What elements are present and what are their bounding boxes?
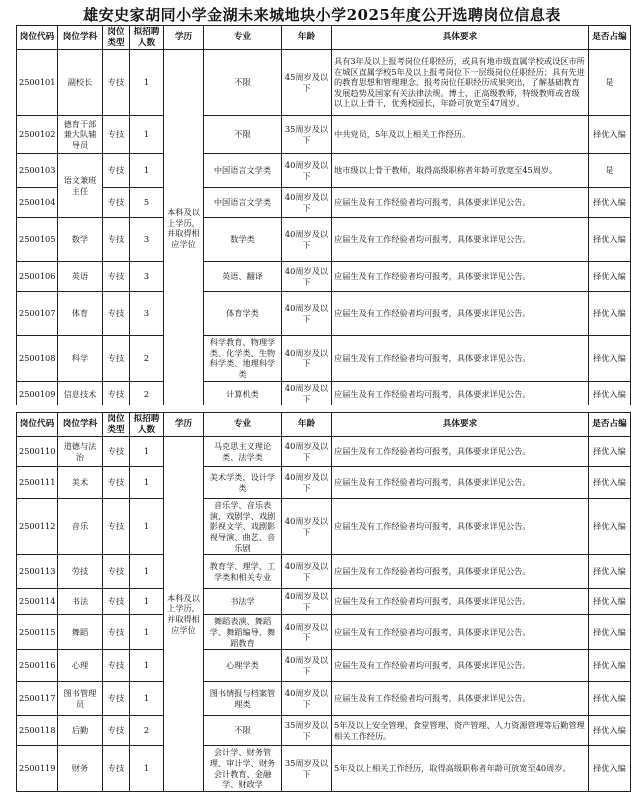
cell-code: 2500118 bbox=[17, 716, 58, 746]
cell-count: 1 bbox=[130, 615, 164, 650]
cell-major: 数学类 bbox=[204, 218, 282, 262]
cell-quota: 择优入编 bbox=[589, 555, 631, 589]
header-type: 岗位类型 bbox=[103, 26, 130, 50]
cell-quota: 择优入编 bbox=[589, 188, 631, 218]
cell-requirement: 应届生及有工作经验者均可报考，具体要求详见公告。 bbox=[332, 589, 589, 615]
cell-major: 图书情报与档案管理类 bbox=[204, 682, 282, 716]
cell-type: 专技 bbox=[103, 218, 130, 262]
table-row bbox=[17, 682, 631, 716]
positions-table-2 bbox=[16, 412, 631, 792]
cell-quota: 择优入编 bbox=[589, 292, 631, 336]
cell-quota: 择优入编 bbox=[589, 262, 631, 292]
cell-major: 教育学、理学、工学类和相关专业 bbox=[204, 555, 282, 589]
header-edu: 学历 bbox=[164, 26, 204, 50]
cell-major: 马克思主义理论类、法学类 bbox=[204, 437, 282, 467]
table-row bbox=[17, 50, 631, 116]
cell-quota: 择优入编 bbox=[589, 467, 631, 499]
cell-requirement: 应届生及有工作经验者均可报考，具体要求详见公告。 bbox=[332, 218, 589, 262]
cell-age: 40周岁及以下 bbox=[282, 218, 332, 262]
cell-requirement: 应届生及有工作经验者均可报考，具体要求详见公告。 bbox=[332, 262, 589, 292]
cell-quota: 择优入编 bbox=[589, 716, 631, 746]
cell-type: 专技 bbox=[103, 499, 130, 555]
cell-count: 2 bbox=[130, 381, 164, 407]
cell-count: 1 bbox=[130, 682, 164, 716]
table-row bbox=[17, 116, 631, 154]
cell-age: 40周岁及以下 bbox=[282, 154, 332, 188]
cell-type: 专技 bbox=[103, 467, 130, 499]
cell-major: 不限 bbox=[204, 116, 282, 154]
header-subject: 岗位学科 bbox=[58, 26, 103, 50]
cell-major: 英语、翻译 bbox=[204, 262, 282, 292]
cell-age: 35周岁及以下 bbox=[282, 716, 332, 746]
header-age: 年龄 bbox=[282, 413, 332, 437]
cell-subject: 财务 bbox=[58, 746, 103, 792]
cell-type: 专技 bbox=[103, 437, 130, 467]
cell-code: 2500107 bbox=[17, 292, 58, 336]
table-row bbox=[17, 381, 631, 407]
header-req: 具体要求 bbox=[332, 26, 589, 50]
cell-age: 40周岁及以下 bbox=[282, 467, 332, 499]
cell-subject: 劳技 bbox=[58, 555, 103, 589]
cell-age: 40周岁及以下 bbox=[282, 292, 332, 336]
cell-type: 专技 bbox=[103, 336, 130, 382]
table-row bbox=[17, 650, 631, 682]
cell-count: 1 bbox=[130, 437, 164, 467]
cell-requirement: 应届生及有工作经验者均可报考，具体要求详见公告。 bbox=[332, 292, 589, 336]
table-row bbox=[17, 555, 631, 589]
cell-subject: 数学 bbox=[58, 218, 103, 262]
header-age: 年龄 bbox=[282, 26, 332, 50]
cell-major: 美术学类，设计学类 bbox=[204, 467, 282, 499]
cell-major: 音乐学、音乐表演、戏剧学、戏剧影视文学、戏剧影视导演、曲艺、音乐剧 bbox=[204, 499, 282, 555]
table-row bbox=[17, 589, 631, 615]
cell-subject: 美术 bbox=[58, 467, 103, 499]
cell-subject: 语文兼班主任 bbox=[58, 154, 103, 218]
cell-count: 1 bbox=[130, 589, 164, 615]
cell-code: 2500104 bbox=[17, 188, 58, 218]
cell-requirement: 应届生及有工作经验者均可报考，具体要求详见公告。 bbox=[332, 188, 589, 218]
cell-quota: 是 bbox=[589, 154, 631, 188]
cell-subject: 舞蹈 bbox=[58, 615, 103, 650]
header-subject: 岗位学科 bbox=[58, 413, 103, 437]
cell-type: 专技 bbox=[103, 116, 130, 154]
cell-age: 35周岁及以下 bbox=[282, 746, 332, 792]
cell-type: 专技 bbox=[103, 262, 130, 292]
cell-subject: 后勤 bbox=[58, 716, 103, 746]
header-count: 拟招聘人数 bbox=[130, 413, 164, 437]
cell-count: 1 bbox=[130, 116, 164, 154]
cell-type: 专技 bbox=[103, 188, 130, 218]
cell-subject: 副校长 bbox=[58, 50, 103, 116]
cell-count: 5 bbox=[130, 188, 164, 218]
header-code: 岗位代码 bbox=[17, 413, 58, 437]
cell-quota: 择优入编 bbox=[589, 218, 631, 262]
cell-age: 40周岁及以下 bbox=[282, 650, 332, 682]
cell-type: 专技 bbox=[103, 615, 130, 650]
cell-requirement: 具有3年及以上报考岗位任职经历，或具有地市级直属学校或设区市所在城区直属学校5年及以上报考岗位下一层级岗位任职经历；具有先进的教育思想和管理理念，报考岗位任职经历成果突出，了解基础教育发展趋势及国家有关法律法规。博士，正高级教师，特级教师或省级以上以上骨干，优秀校园长，年龄可放宽至47周岁。 bbox=[332, 50, 589, 116]
cell-requirement: 中共党员，5年及以上相关工作经历。 bbox=[332, 116, 589, 154]
cell-type: 专技 bbox=[103, 682, 130, 716]
table-row bbox=[17, 615, 631, 650]
table-row bbox=[17, 336, 631, 382]
cell-age: 40周岁及以下 bbox=[282, 682, 332, 716]
cell-requirement: 应届生及有工作经验者均可报考，具体要求详见公告。 bbox=[332, 615, 589, 650]
cell-age: 40周岁及以下 bbox=[282, 381, 332, 407]
cell-count: 1 bbox=[130, 499, 164, 555]
cell-quota: 择优入编 bbox=[589, 381, 631, 407]
header-count: 拟招聘人数 bbox=[130, 26, 164, 50]
cell-age: 40周岁及以下 bbox=[282, 336, 332, 382]
table-row bbox=[17, 746, 631, 792]
cell-code: 2500109 bbox=[17, 381, 58, 407]
cell-code: 2500114 bbox=[17, 589, 58, 615]
cell-subject: 书法 bbox=[58, 589, 103, 615]
cell-major: 体育学类 bbox=[204, 292, 282, 336]
cell-quota: 择优入编 bbox=[589, 116, 631, 154]
cell-code: 2500116 bbox=[17, 650, 58, 682]
cell-age: 40周岁及以下 bbox=[282, 437, 332, 467]
cell-code: 2500119 bbox=[17, 746, 58, 792]
cell-education: 本科及以上学历，并取得相应学位 bbox=[164, 437, 204, 792]
header-type: 岗位类型 bbox=[103, 413, 130, 437]
cell-requirement: 应届生及有工作经验者均可报考，具体要求详见公告。 bbox=[332, 381, 589, 407]
cell-major: 书法学 bbox=[204, 589, 282, 615]
cell-quota: 择优入编 bbox=[589, 650, 631, 682]
cell-code: 2500103 bbox=[17, 154, 58, 188]
table-row bbox=[17, 154, 631, 188]
cell-count: 1 bbox=[130, 746, 164, 792]
positions-table-1 bbox=[16, 25, 631, 408]
cell-code: 2500110 bbox=[17, 437, 58, 467]
cell-requirement: 应届生及有工作经验者均可报考，具体要求详见公告。 bbox=[332, 682, 589, 716]
cell-count: 1 bbox=[130, 555, 164, 589]
table-row bbox=[17, 218, 631, 262]
header-quota: 是否占编 bbox=[589, 26, 631, 50]
header-quota: 是否占编 bbox=[589, 413, 631, 437]
cell-major: 不限 bbox=[204, 716, 282, 746]
cell-major: 中国语言文学类 bbox=[204, 188, 282, 218]
cell-subject: 英语 bbox=[58, 262, 103, 292]
cell-quota: 择优入编 bbox=[589, 336, 631, 382]
cell-code: 2500102 bbox=[17, 116, 58, 154]
cell-code: 2500101 bbox=[17, 50, 58, 116]
cell-code: 2500105 bbox=[17, 218, 58, 262]
cell-age: 40周岁及以下 bbox=[282, 615, 332, 650]
cell-requirement: 应届生及有工作经验者均可报考，具体要求详见公告。 bbox=[332, 555, 589, 589]
cell-count: 1 bbox=[130, 467, 164, 499]
cell-major: 科学教育、物理学类、化学类、生物科学类、地理科学类 bbox=[204, 336, 282, 382]
cell-subject: 德育干部兼大队辅导员 bbox=[58, 116, 103, 154]
cell-major: 心理学类 bbox=[204, 650, 282, 682]
cell-type: 专技 bbox=[103, 589, 130, 615]
cell-code: 2500111 bbox=[17, 467, 58, 499]
cell-type: 专技 bbox=[103, 154, 130, 188]
cell-quota: 择优入编 bbox=[589, 682, 631, 716]
cell-quota: 择优入编 bbox=[589, 437, 631, 467]
cell-code: 2500106 bbox=[17, 262, 58, 292]
cell-code: 2500113 bbox=[17, 555, 58, 589]
table-row bbox=[17, 188, 631, 218]
cell-subject: 图书管理员 bbox=[58, 682, 103, 716]
cell-count: 3 bbox=[130, 262, 164, 292]
cell-quota: 择优入编 bbox=[589, 589, 631, 615]
cell-count: 1 bbox=[130, 650, 164, 682]
cell-count: 1 bbox=[130, 50, 164, 116]
cell-major: 会计学、财务管理、审计学、财务会计教育、金融学、财政学 bbox=[204, 746, 282, 792]
header-edu: 学历 bbox=[164, 413, 204, 437]
page-gap bbox=[0, 405, 644, 412]
table-row bbox=[17, 499, 631, 555]
cell-requirement: 应届生及有工作经验者均可报考，具体要求详见公告。 bbox=[332, 467, 589, 499]
cell-code: 2500112 bbox=[17, 499, 58, 555]
cell-major: 计算机类 bbox=[204, 381, 282, 407]
cell-count: 3 bbox=[130, 218, 164, 262]
cell-count: 3 bbox=[130, 292, 164, 336]
table-row bbox=[17, 262, 631, 292]
header-major: 专业 bbox=[204, 26, 282, 50]
cell-type: 专技 bbox=[103, 292, 130, 336]
cell-count: 2 bbox=[130, 336, 164, 382]
cell-subject: 体育 bbox=[58, 292, 103, 336]
cell-type: 专技 bbox=[103, 555, 130, 589]
cell-age: 40周岁及以下 bbox=[282, 499, 332, 555]
cell-requirement: 应届生及有工作经验者均可报考，具体要求详见公告。 bbox=[332, 499, 589, 555]
cell-quota: 是 bbox=[589, 50, 631, 116]
cell-quota: 择优入编 bbox=[589, 499, 631, 555]
cell-code: 2500117 bbox=[17, 682, 58, 716]
cell-age: 40周岁及以下 bbox=[282, 188, 332, 218]
cell-type: 专技 bbox=[103, 650, 130, 682]
cell-subject: 音乐 bbox=[58, 499, 103, 555]
cell-requirement: 应届生及有工作经验者均可报考，具体要求详见公告。 bbox=[332, 437, 589, 467]
table-row bbox=[17, 437, 631, 467]
cell-age: 40周岁及以下 bbox=[282, 262, 332, 292]
cell-major: 中国语言文学类 bbox=[204, 154, 282, 188]
cell-type: 专技 bbox=[103, 716, 130, 746]
header-req: 具体要求 bbox=[332, 413, 589, 437]
cell-major: 不限 bbox=[204, 50, 282, 116]
cell-age: 40周岁及以下 bbox=[282, 555, 332, 589]
cell-requirement: 地市级以上骨干教师，取得高级职称者年龄可放宽至45周岁。 bbox=[332, 154, 589, 188]
cell-quota: 择优入编 bbox=[589, 746, 631, 792]
cell-code: 2500108 bbox=[17, 336, 58, 382]
table-row bbox=[17, 292, 631, 336]
cell-requirement: 应届生及有工作经验者均可报考，具体要求详见公告。 bbox=[332, 336, 589, 382]
cell-requirement: 5年及以上相关工作经历，取得高级职称者年龄可放宽至40周岁。 bbox=[332, 746, 589, 792]
cell-subject: 心理 bbox=[58, 650, 103, 682]
table-row bbox=[17, 716, 631, 746]
cell-age: 35周岁及以下 bbox=[282, 116, 332, 154]
cell-type: 专技 bbox=[103, 50, 130, 116]
cell-type: 专技 bbox=[103, 746, 130, 792]
cell-age: 40周岁及以下 bbox=[282, 589, 332, 615]
cell-subject: 信息技术 bbox=[58, 381, 103, 407]
cell-subject: 道德与法治 bbox=[58, 437, 103, 467]
cell-subject: 科学 bbox=[58, 336, 103, 382]
cell-count: 1 bbox=[130, 154, 164, 188]
cell-count: 2 bbox=[130, 716, 164, 746]
cell-quota: 择优入编 bbox=[589, 615, 631, 650]
header-code: 岗位代码 bbox=[17, 26, 58, 50]
page-title: 雄安史家胡同小学金湖未来城地块小学2025年度公开选聘岗位信息表 bbox=[83, 6, 561, 24]
cell-code: 2500115 bbox=[17, 615, 58, 650]
cell-major: 舞蹈表演、舞蹈学、舞蹈编导、舞蹈教育 bbox=[204, 615, 282, 650]
cell-type: 专技 bbox=[103, 381, 130, 407]
header-major: 专业 bbox=[204, 413, 282, 437]
cell-age: 45周岁及以下 bbox=[282, 50, 332, 116]
cell-requirement: 应届生及有工作经验者均可报考，具体要求详见公告。 bbox=[332, 650, 589, 682]
cell-education: 本科及以上学历，并取得相应学位 bbox=[164, 50, 204, 408]
table-row bbox=[17, 467, 631, 499]
cell-requirement: 5年及以上安全管理、食堂管理、资产管理、人力资源管理等后勤管理相关工作经历。 bbox=[332, 716, 589, 746]
